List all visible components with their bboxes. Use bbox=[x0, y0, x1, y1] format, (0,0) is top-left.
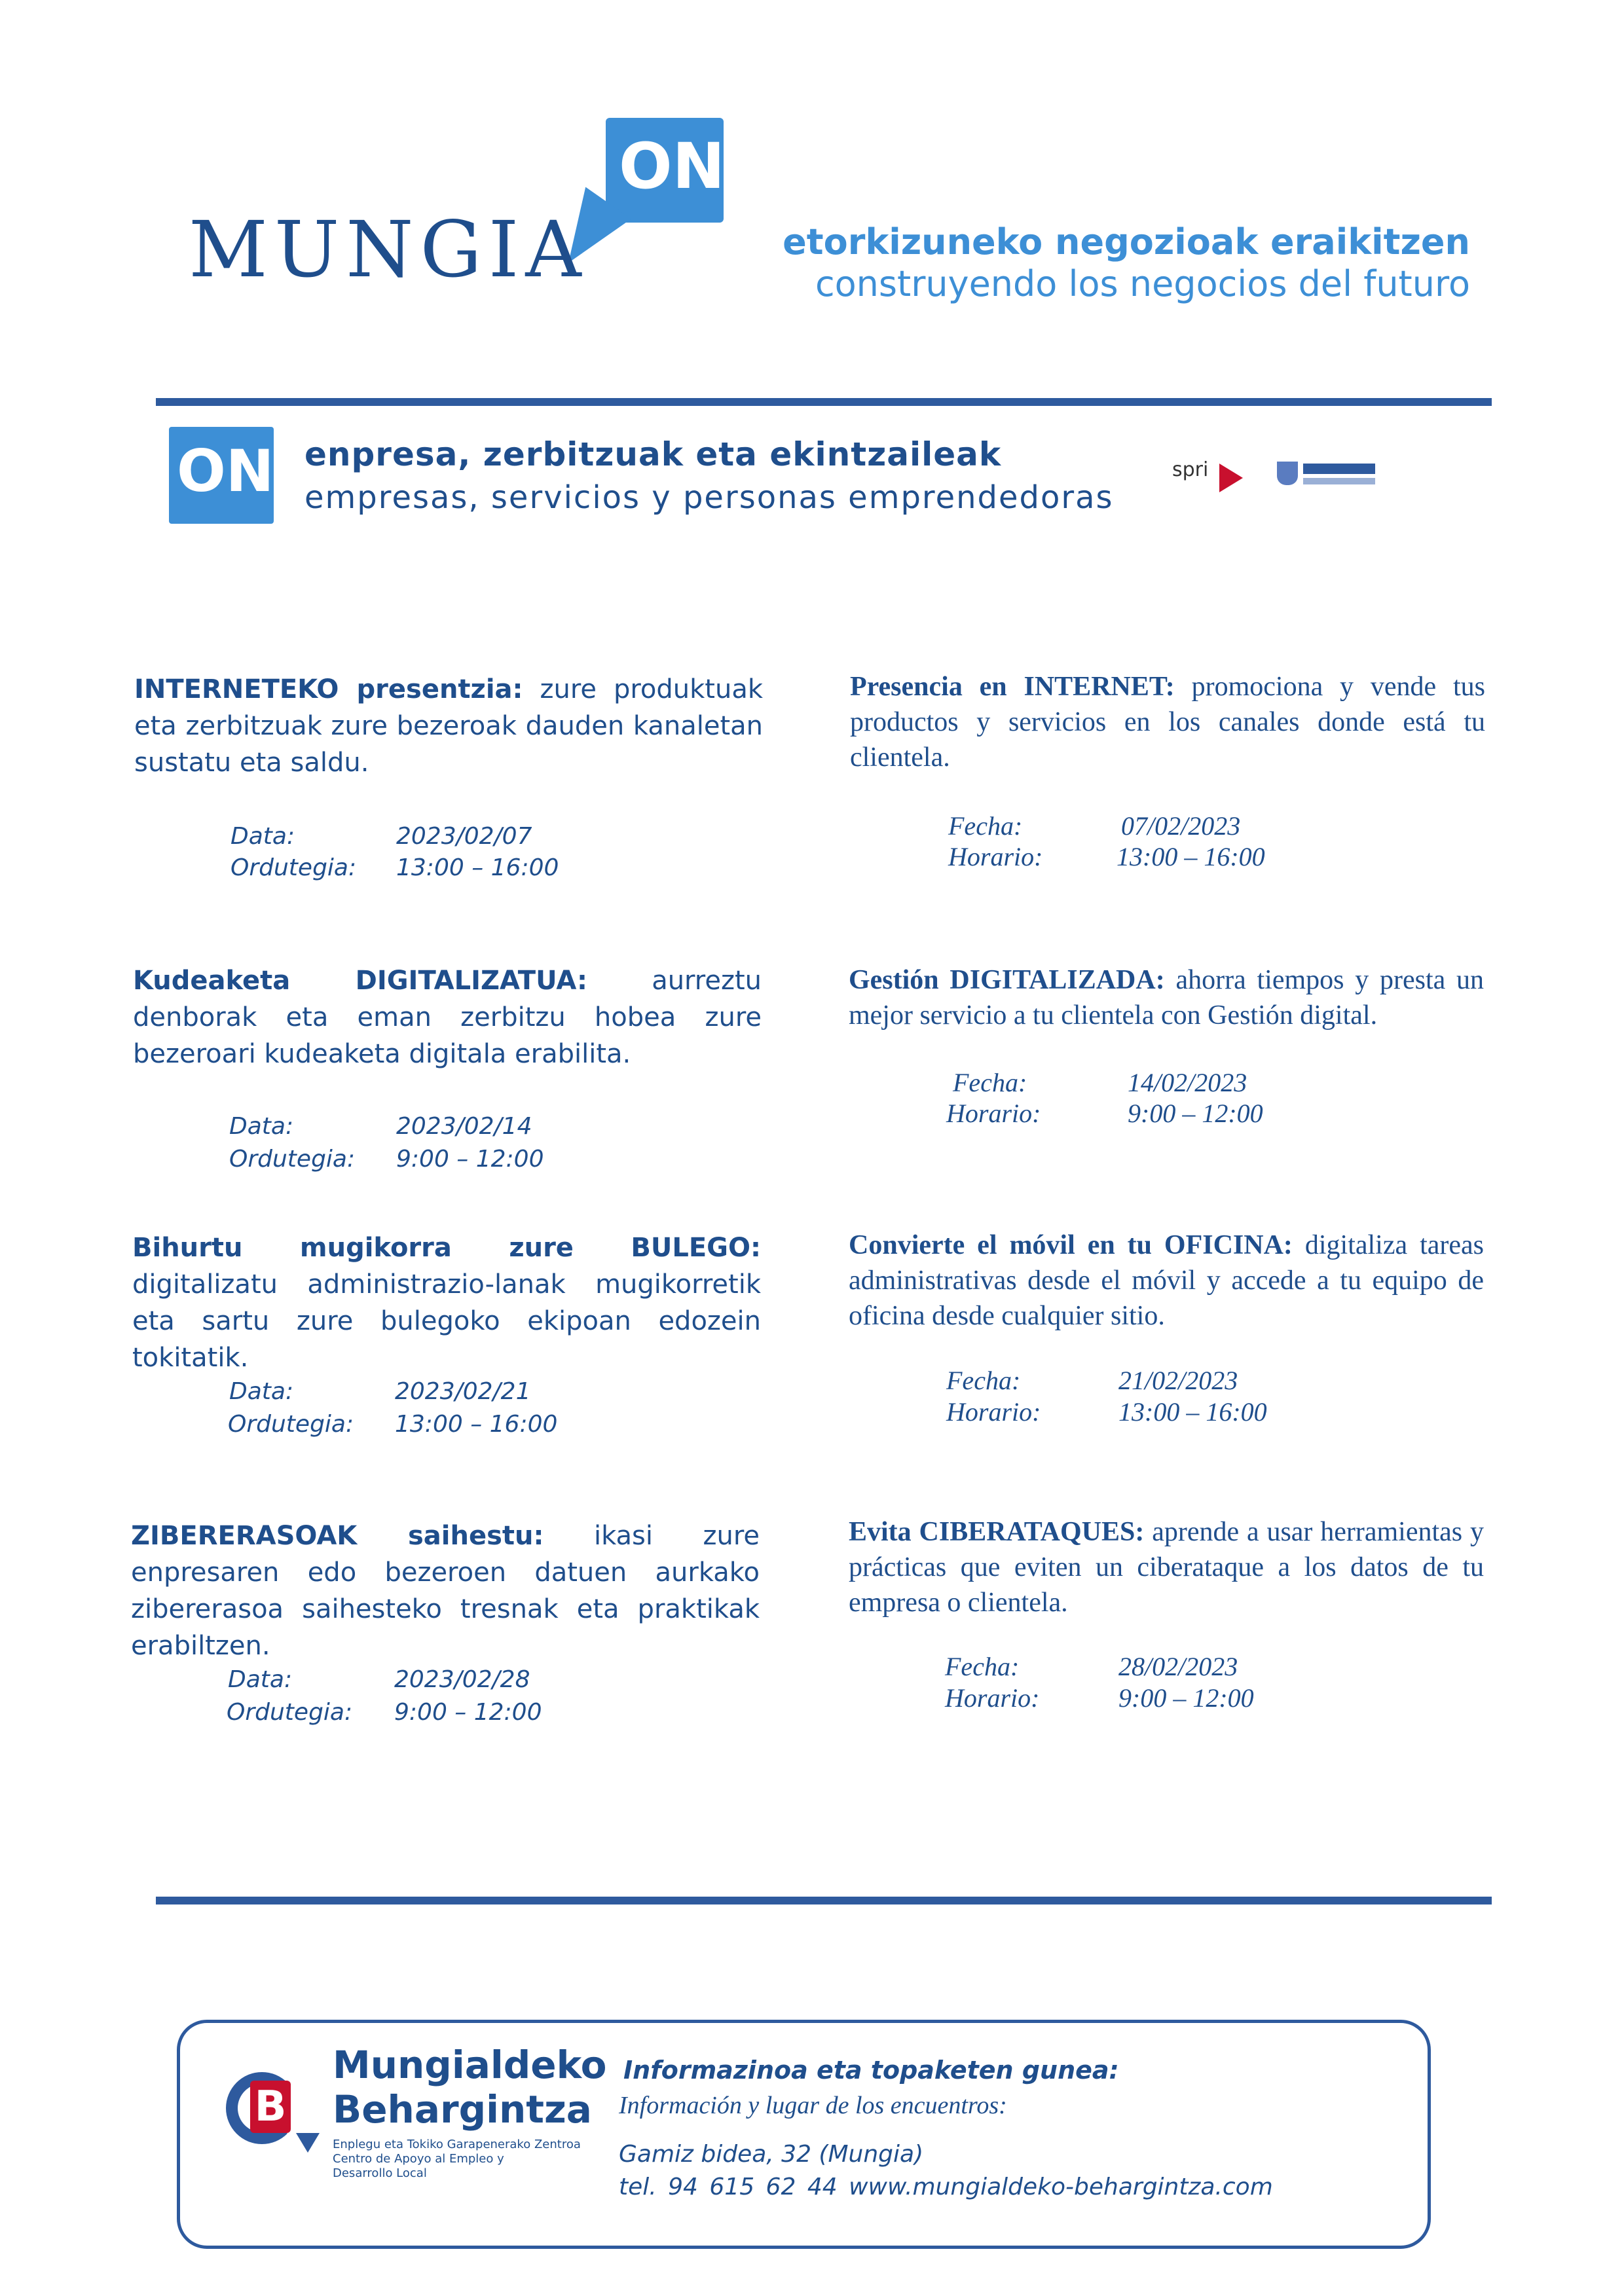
session-description-basque: ZIBERERASOAK saihestu: ikasi zure enpresaren edo bezeroen datuen aurkako zibererasoa saihesteko tresnak eta praktikak erabiltzen. bbox=[131, 1521, 760, 1661]
arrow-down-icon bbox=[296, 2133, 320, 2153]
date-value: 28/02/2023 bbox=[1118, 1652, 1238, 1681]
tagline-spanish: construyendo los negocios del futuro bbox=[815, 263, 1470, 304]
date-value: 2023/02/28 bbox=[394, 1666, 530, 1693]
behargintza-logo-letter: B bbox=[250, 2081, 291, 2133]
contact-phone-website[interactable]: tel. 94 615 62 44 www.mungialdeko-behargintza.com bbox=[619, 2174, 1273, 2200]
session-description-spanish: Presencia en INTERNET: promociona y vende tus productos y servicios en los canales donde está tu clientela. bbox=[850, 672, 1486, 773]
date-value: 14/02/2023 bbox=[1128, 1068, 1247, 1097]
date-label: Data: bbox=[228, 1666, 293, 1693]
info-heading-basque: Informazinoa eta topaketen gunea: bbox=[623, 2056, 1119, 2085]
power-on-icon: ON bbox=[177, 437, 274, 505]
time-value: 13:00 – 16:00 bbox=[395, 1411, 558, 1438]
time-label: Ordutegia: bbox=[229, 1146, 356, 1173]
date-label: Data: bbox=[231, 823, 295, 850]
time-value: 9:00 – 12:00 bbox=[396, 1146, 544, 1173]
time-label: Horario: bbox=[946, 1099, 1041, 1128]
date-label: Fecha: bbox=[948, 811, 1023, 841]
session-description-basque: Kudeaketa DIGITALIZATUA: aurreztu denborak eta eman zerbitzu hobea zure bezeroari kudeaketa digitala erabilita. bbox=[133, 966, 762, 1069]
org-subtitle-1: Enplegu eta Tokiko Garapenerako Zentroa bbox=[333, 2138, 581, 2151]
date-value: 21/02/2023 bbox=[1118, 1366, 1238, 1395]
header-divider bbox=[156, 398, 1492, 406]
date-label: Data: bbox=[229, 1378, 294, 1405]
date-value: 2023/02/07 bbox=[396, 823, 532, 850]
session-description-spanish: Gestión DIGITALIZADA: ahorra tiempos y presta un mejor servicio a tu clientela con Gestión digital. bbox=[849, 965, 1485, 1030]
time-label: Horario: bbox=[946, 1397, 1041, 1427]
session-description-spanish: Evita CIBERATAQUES: aprende a usar herramientas y prácticas que eviten un ciberataque a los datos de tu empresa o clientela. bbox=[849, 1517, 1484, 1618]
org-subtitle-2: Centro de Apoyo al Empleo y bbox=[333, 2152, 504, 2166]
program-title-basque: enpresa, zerbitzuak eta ekintzaileak bbox=[304, 435, 1002, 473]
mungia-logo: MUNGIA bbox=[189, 204, 588, 295]
tagline-basque: etorkizuneko negozioak eraikitzen bbox=[783, 221, 1470, 263]
spri-arrow-icon bbox=[1219, 464, 1243, 492]
basque-government-logo-sub bbox=[1303, 478, 1375, 484]
time-value: 13:00 – 16:00 bbox=[396, 854, 559, 881]
date-label: Fecha: bbox=[945, 1652, 1020, 1681]
org-name-line1: Mungialdeko bbox=[333, 2043, 607, 2087]
time-value: 9:00 – 12:00 bbox=[394, 1699, 542, 1726]
org-subtitle-3: Desarrollo Local bbox=[333, 2166, 427, 2180]
date-label: Fecha: bbox=[953, 1068, 1027, 1097]
footer-divider bbox=[156, 1897, 1492, 1904]
program-title-spanish: empresas, servicios y personas emprendedoras bbox=[304, 479, 1114, 516]
address: Gamiz bidea, 32 (Mungia) bbox=[619, 2141, 924, 2168]
time-label: Ordutegia: bbox=[228, 1411, 354, 1438]
time-label: Horario: bbox=[948, 842, 1043, 871]
time-value: 13:00 – 16:00 bbox=[1116, 842, 1265, 871]
spri-logo: spri bbox=[1172, 458, 1209, 481]
org-name-line2: Behargintza bbox=[333, 2087, 592, 2132]
power-on-icon: ON bbox=[619, 130, 725, 203]
date-value: 2023/02/14 bbox=[396, 1113, 532, 1140]
time-value: 9:00 – 12:00 bbox=[1118, 1683, 1254, 1713]
session-description-spanish: Convierte el móvil en tu OFICINA: digitaliza tareas administrativas desde el móvil y accede a tu equipo de oficina desde cualquier sitio. bbox=[849, 1230, 1484, 1331]
time-value: 9:00 – 12:00 bbox=[1128, 1099, 1263, 1128]
time-value: 13:00 – 16:00 bbox=[1118, 1397, 1267, 1427]
date-label: Fecha: bbox=[946, 1366, 1021, 1395]
date-label: Data: bbox=[229, 1113, 294, 1140]
time-label: Horario: bbox=[945, 1683, 1040, 1713]
date-value: 07/02/2023 bbox=[1121, 811, 1241, 841]
session-description-basque: INTERNETEKO presentzia: zure produktuak eta zerbitzuak zure bezeroak dauden kanaletan sustatu eta saldu. bbox=[134, 674, 764, 778]
basque-government-logo bbox=[1303, 464, 1375, 474]
session-description-basque: Bihurtu mugikorra zure BULEGO: digitalizatu administrazio-lanak mugikorretik eta sartu zure bulegoko ekipoan edozein tokitatik. bbox=[132, 1233, 761, 1373]
time-label: Ordutegia: bbox=[227, 1699, 353, 1726]
basque-government-shield-icon bbox=[1277, 462, 1298, 485]
time-label: Ordutegia: bbox=[231, 854, 357, 881]
date-value: 2023/02/21 bbox=[395, 1378, 531, 1405]
info-heading-spanish: Información y lugar de los encuentros: bbox=[619, 2092, 1007, 2119]
